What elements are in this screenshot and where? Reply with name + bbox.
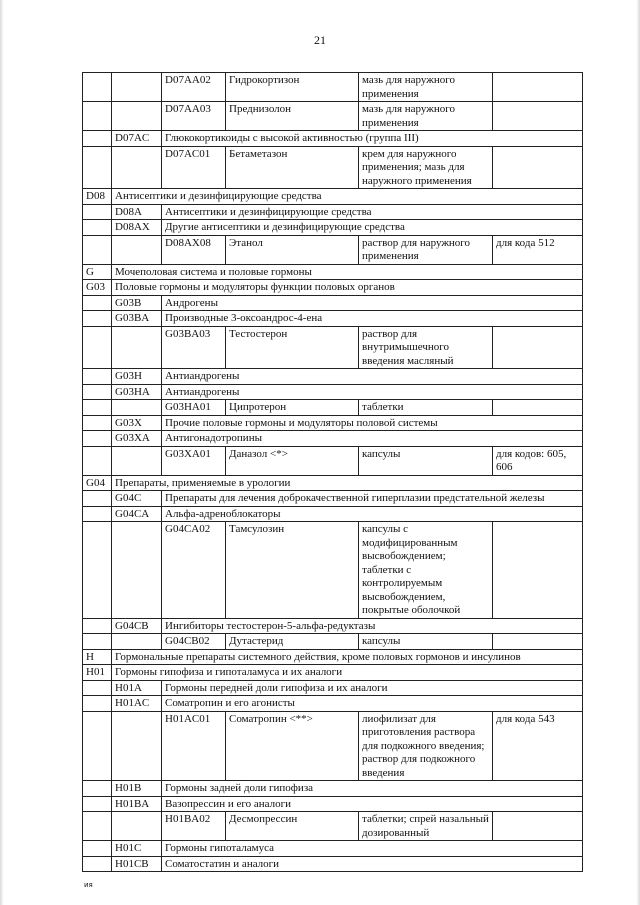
table-row [83, 796, 583, 812]
level2-code-cell [112, 634, 162, 650]
level1-code-cell [83, 841, 112, 857]
subgroup-description-cell: Гормоны гипоталамуса [162, 841, 583, 857]
group-description-cell: Гормоны гипофиза и гипоталамуса и их аналоги [112, 665, 583, 681]
level2-code-cell [112, 146, 162, 189]
dosage-form-cell: раствор для внутримышечного введения масляный [359, 326, 493, 369]
level2-code-cell: H01BA [112, 796, 162, 812]
drug-name-cell: Этанол [226, 235, 359, 264]
level2-code-cell [112, 446, 162, 475]
level1-code-cell [83, 384, 112, 400]
subgroup-description-cell: Ингибиторы тестостерон-5-альфа-редуктазы [162, 618, 583, 634]
subgroup-description-cell: Антигонадотропины [162, 431, 583, 447]
table-row [83, 812, 583, 841]
dosage-form-cell: лиофилизат для приготовления раствора для подкожного введения; раствор для подкожного введения [359, 711, 493, 781]
atc-code-cell: G04CB02 [162, 634, 226, 650]
subgroup-description-cell: Гормоны задней доли гипофиза [162, 781, 583, 797]
dosage-form-cell: мазь для наружного применения [359, 73, 493, 102]
footer-mark: ия [84, 881, 93, 889]
level1-code-cell [83, 102, 112, 131]
drug-name-cell: Соматропин <**> [226, 711, 359, 781]
level1-code-cell [83, 856, 112, 872]
level2-code-cell: H01B [112, 781, 162, 797]
level2-code-cell: G03B [112, 295, 162, 311]
level1-code-cell [83, 400, 112, 416]
level1-code-cell: H [83, 649, 112, 665]
table-row [83, 696, 583, 712]
level1-code-cell [83, 680, 112, 696]
note-cell [493, 102, 583, 131]
drug-name-cell: Даназол <*> [226, 446, 359, 475]
level2-code-cell: H01A [112, 680, 162, 696]
note-cell [493, 326, 583, 369]
dosage-form-cell: таблетки [359, 400, 493, 416]
drug-name-cell: Десмопрессин [226, 812, 359, 841]
level2-code-cell: G03H [112, 369, 162, 385]
level1-code-cell [83, 369, 112, 385]
level2-code-cell [112, 73, 162, 102]
table-row [83, 711, 583, 781]
level1-code-cell: G03 [83, 280, 112, 296]
dosage-form-cell: таблетки; спрей назальный дозированный [359, 812, 493, 841]
dosage-form-cell: капсулы [359, 446, 493, 475]
level2-code-cell: G03HA [112, 384, 162, 400]
level2-code-cell [112, 522, 162, 619]
table-row [83, 781, 583, 797]
subgroup-description-cell: Производные 3-оксоандрос-4-ена [162, 311, 583, 327]
drug-name-cell: Тестостерон [226, 326, 359, 369]
level2-code-cell [112, 102, 162, 131]
table-row [83, 280, 583, 296]
table-row [83, 522, 583, 619]
level2-code-cell [112, 235, 162, 264]
level1-code-cell [83, 415, 112, 431]
level1-code-cell: D08 [83, 189, 112, 205]
level1-code-cell [83, 696, 112, 712]
drug-name-cell: Преднизолон [226, 102, 359, 131]
level2-code-cell: H01AC [112, 696, 162, 712]
level1-code-cell [83, 131, 112, 147]
subgroup-description-cell: Препараты для лечения доброкачественной гиперплазии предстательной железы [162, 491, 583, 507]
subgroup-description-cell: Альфа-адреноблокаторы [162, 506, 583, 522]
table-row [83, 841, 583, 857]
level2-code-cell [112, 812, 162, 841]
table-row [83, 680, 583, 696]
note-cell [493, 73, 583, 102]
level1-code-cell [83, 812, 112, 841]
subgroup-description-cell: Антиандрогены [162, 384, 583, 400]
dosage-form-cell: капсулы [359, 634, 493, 650]
drug-name-cell: Бетаметазон [226, 146, 359, 189]
level2-code-cell: G04C [112, 491, 162, 507]
level1-code-cell [83, 446, 112, 475]
drug-classification-table [82, 72, 583, 872]
level1-code-cell [83, 711, 112, 781]
atc-code-cell: D07AA02 [162, 73, 226, 102]
note-cell [493, 146, 583, 189]
subgroup-description-cell: Антиандрогены [162, 369, 583, 385]
level1-code-cell [83, 618, 112, 634]
level1-code-cell: G [83, 264, 112, 280]
table-row [83, 235, 583, 264]
drug-name-cell: Гидрокортизон [226, 73, 359, 102]
note-cell: для кодов: 605, 606 [493, 446, 583, 475]
level2-code-cell [112, 326, 162, 369]
scan-edge-left [0, 0, 4, 905]
atc-code-cell: H01BA02 [162, 812, 226, 841]
table-row [83, 649, 583, 665]
subgroup-description-cell: Соматостатин и аналоги [162, 856, 583, 872]
atc-code-cell: D08AX08 [162, 235, 226, 264]
level1-code-cell [83, 781, 112, 797]
dosage-form-cell: крем для наружного применения; мазь для наружного применения [359, 146, 493, 189]
table-row [83, 400, 583, 416]
table-row [83, 204, 583, 220]
subgroup-description-cell: Гормоны передней доли гипофиза и их аналоги [162, 680, 583, 696]
table-row [83, 326, 583, 369]
note-cell: для кода 543 [493, 711, 583, 781]
drug-name-cell: Тамсулозин [226, 522, 359, 619]
table-row [83, 856, 583, 872]
atc-code-cell: G04CA02 [162, 522, 226, 619]
group-description-cell: Антисептики и дезинфицирующие средства [112, 189, 583, 205]
group-description-cell: Мочеполовая система и половые гормоны [112, 264, 583, 280]
table-row [83, 73, 583, 102]
level2-code-cell: D08A [112, 204, 162, 220]
level1-code-cell [83, 220, 112, 236]
table-row [83, 369, 583, 385]
note-cell [493, 812, 583, 841]
atc-code-cell: G03XA01 [162, 446, 226, 475]
level1-code-cell [83, 204, 112, 220]
level2-code-cell: D08AX [112, 220, 162, 236]
table-row [83, 415, 583, 431]
level1-code-cell [83, 326, 112, 369]
table-row [83, 634, 583, 650]
table-row [83, 491, 583, 507]
dosage-form-cell: мазь для наружного применения [359, 102, 493, 131]
level1-code-cell [83, 522, 112, 619]
level2-code-cell: G03XA [112, 431, 162, 447]
level2-code-cell [112, 400, 162, 416]
scan-edge-right [636, 0, 640, 905]
subgroup-description-cell: Глюкокортикоиды с высокой активностью (группа III) [162, 131, 583, 147]
subgroup-description-cell: Антисептики и дезинфицирующие средства [162, 204, 583, 220]
drug-name-cell: Ципротерон [226, 400, 359, 416]
atc-code-cell: G03BA03 [162, 326, 226, 369]
level1-code-cell [83, 235, 112, 264]
table-row [83, 264, 583, 280]
level1-code-cell [83, 796, 112, 812]
level1-code-cell: G04 [83, 475, 112, 491]
subgroup-description-cell: Прочие половые гормоны и модуляторы половой системы [162, 415, 583, 431]
level2-code-cell: G04CA [112, 506, 162, 522]
subgroup-description-cell: Вазопрессин и его аналоги [162, 796, 583, 812]
level1-code-cell [83, 506, 112, 522]
level2-code-cell: G03X [112, 415, 162, 431]
table-row [83, 431, 583, 447]
group-description-cell: Препараты, применяемые в урологии [112, 475, 583, 491]
table-row [83, 131, 583, 147]
level2-code-cell: G03BA [112, 311, 162, 327]
table-row [83, 665, 583, 681]
table-row [83, 295, 583, 311]
table-row [83, 311, 583, 327]
atc-code-cell: D07AC01 [162, 146, 226, 189]
level2-code-cell: D07AC [112, 131, 162, 147]
subgroup-description-cell: Соматропин и его агонисты [162, 696, 583, 712]
level1-code-cell: H01 [83, 665, 112, 681]
level1-code-cell [83, 634, 112, 650]
level2-code-cell [112, 711, 162, 781]
level1-code-cell [83, 311, 112, 327]
drug-name-cell: Дутастерид [226, 634, 359, 650]
group-description-cell: Половые гормоны и модуляторы функции половых органов [112, 280, 583, 296]
table-row [83, 475, 583, 491]
dosage-form-cell: раствор для наружного применения [359, 235, 493, 264]
note-cell [493, 522, 583, 619]
subgroup-description-cell: Другие антисептики и дезинфицирующие средства [162, 220, 583, 236]
atc-code-cell: H01AC01 [162, 711, 226, 781]
page-number: 21 [314, 33, 326, 47]
group-description-cell: Гормональные препараты системного действия, кроме половых гормонов и инсулинов [112, 649, 583, 665]
table-row [83, 146, 583, 189]
table-row [83, 189, 583, 205]
note-cell [493, 400, 583, 416]
atc-code-cell: G03HA01 [162, 400, 226, 416]
level1-code-cell [83, 73, 112, 102]
note-cell: для кода 512 [493, 235, 583, 264]
table-row [83, 618, 583, 634]
table-row [83, 384, 583, 400]
level1-code-cell [83, 431, 112, 447]
table-row [83, 446, 583, 475]
note-cell [493, 634, 583, 650]
table-body [83, 73, 583, 872]
table-row [83, 220, 583, 236]
level2-code-cell: H01CB [112, 856, 162, 872]
level1-code-cell [83, 295, 112, 311]
atc-code-cell: D07AA03 [162, 102, 226, 131]
level1-code-cell [83, 491, 112, 507]
dosage-form-cell: капсулы с модифицированным высвобождением; таблетки с контролируемым высвобождением, покрытые оболочкой [359, 522, 493, 619]
level1-code-cell [83, 146, 112, 189]
subgroup-description-cell: Андрогены [162, 295, 583, 311]
level2-code-cell: H01C [112, 841, 162, 857]
level2-code-cell: G04CB [112, 618, 162, 634]
table-row [83, 102, 583, 131]
table-row [83, 506, 583, 522]
